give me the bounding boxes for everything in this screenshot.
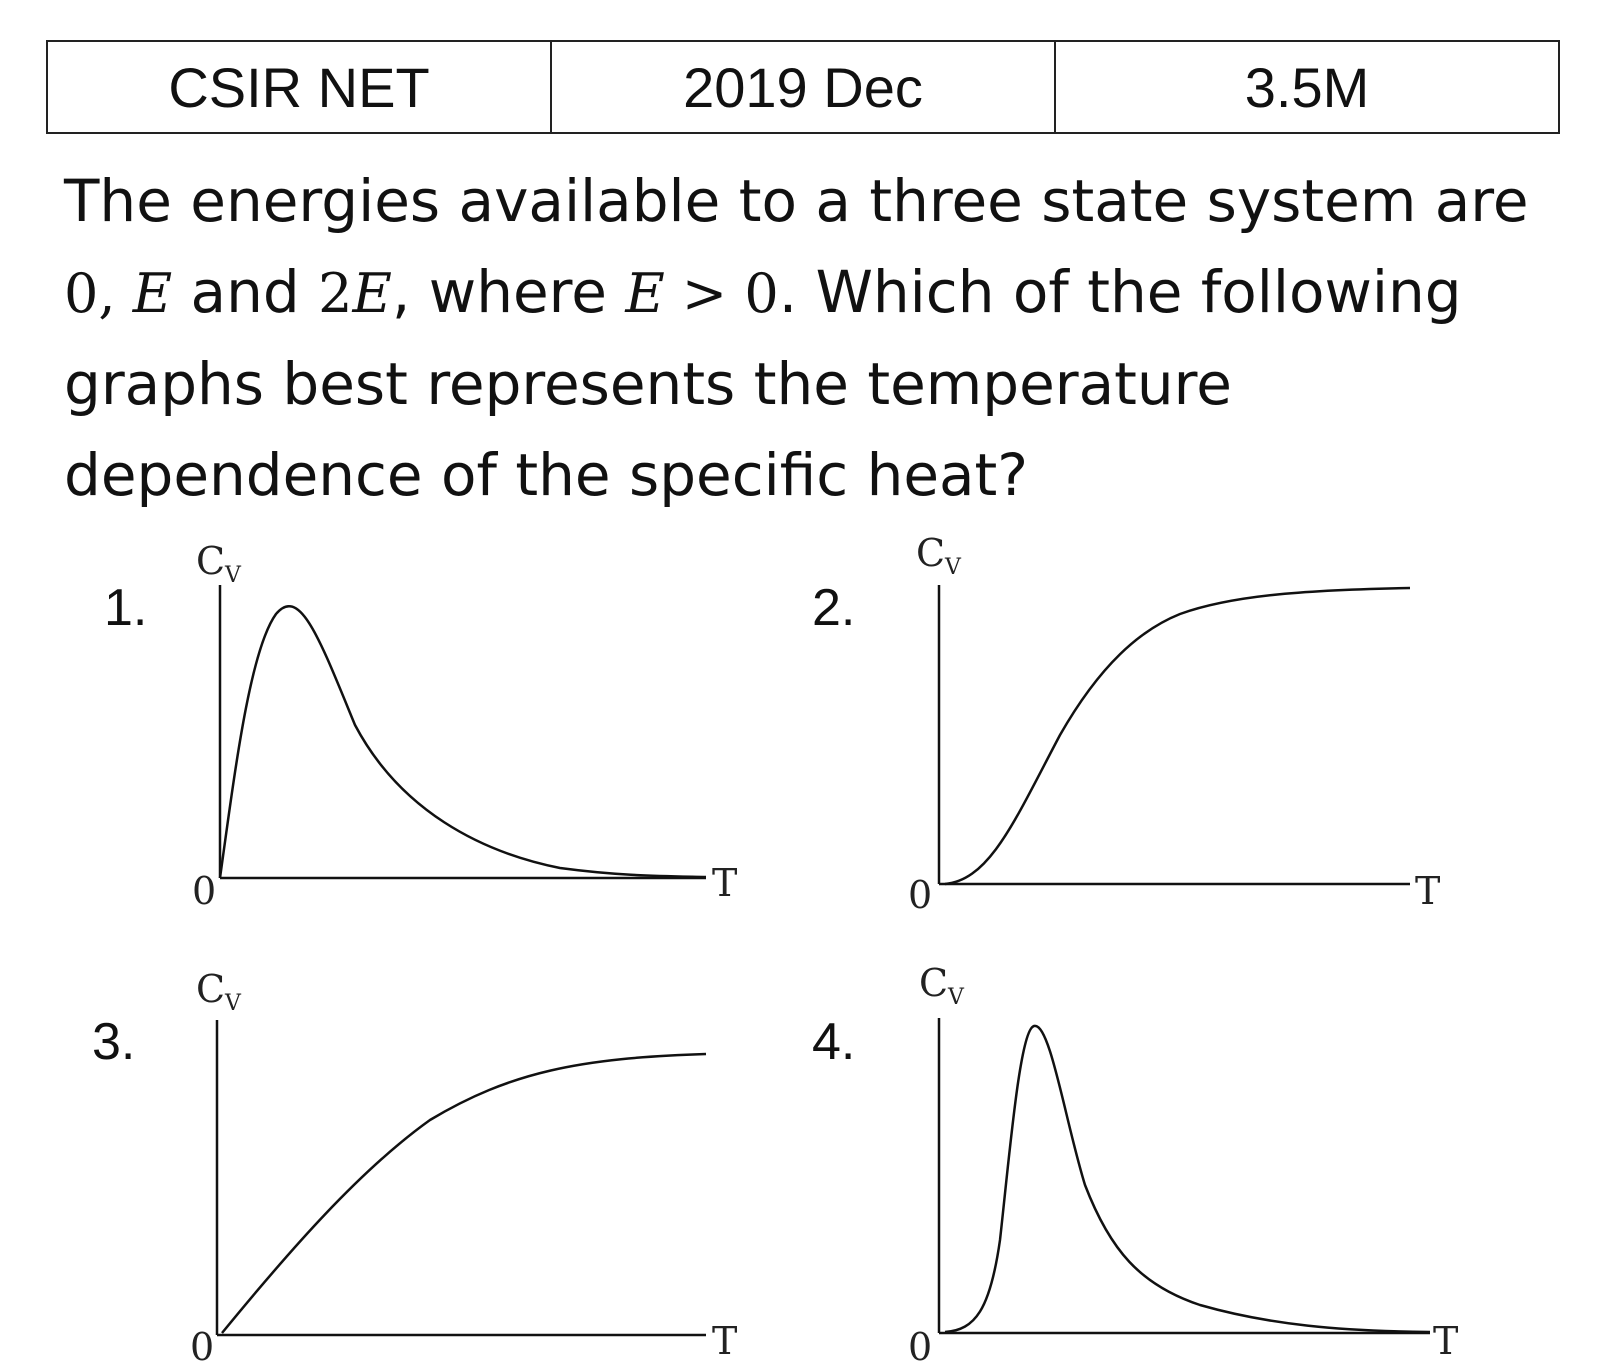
graph-1-y-label: C (196, 539, 226, 583)
condition-e: E (625, 262, 665, 325)
graph-3-x-label: T (712, 1319, 738, 1363)
condition-gt-zero: > 0 (664, 262, 779, 325)
exam-name-cell: CSIR NET (47, 41, 551, 133)
question-line-1: The energies available to a three state system are (64, 167, 1529, 235)
where-text: , where (391, 258, 626, 326)
exam-session-cell: 2019 Dec (551, 41, 1055, 133)
graph-2 (939, 585, 1410, 884)
graph-1-x-label: T (712, 861, 738, 905)
graph-3-origin: 0 (190, 1325, 215, 1369)
graph-3-y-sub: V (225, 991, 241, 1016)
graph-1-curve (220, 606, 706, 878)
question-line-3: graphs best represents the temperature (64, 350, 1232, 418)
graph-2-x-label: T (1415, 869, 1441, 913)
option-4-label: 4. (812, 1013, 856, 1071)
energy-zero: 0, (64, 262, 133, 325)
graph-4 (939, 1018, 1430, 1333)
graph-3-curve (222, 1054, 706, 1333)
option-2-label: 2. (812, 579, 856, 637)
option-3-label: 3. (92, 1013, 136, 1071)
option-1-label: 1. (104, 579, 148, 637)
graph-3 (217, 1020, 706, 1335)
graph-3-y-label: C (196, 967, 226, 1011)
graph-4-origin: 0 (908, 1325, 933, 1369)
graph-2-curve (945, 588, 1410, 884)
graph-4-curve (945, 1026, 1430, 1332)
graph-2-origin: 0 (908, 873, 933, 917)
graph-4-x-label: T (1433, 1319, 1459, 1363)
which-text: . Which of the following (778, 258, 1462, 326)
and-text: and (172, 258, 319, 326)
graph-1-y-sub: V (225, 563, 241, 588)
energy-2e-symbol: E (352, 262, 392, 325)
graph-1-origin: 0 (192, 869, 217, 913)
graph-1 (220, 585, 706, 878)
graph-4-y-sub: V (948, 985, 964, 1010)
graph-4-y-label: C (919, 961, 949, 1005)
question-line-4: dependence of the specific heat? (64, 441, 1029, 509)
graph-2-y-label: C (916, 531, 946, 575)
energy-e: E (132, 262, 173, 325)
marks-cell: 3.5M (1055, 41, 1559, 133)
graph-2-y-sub: V (945, 555, 961, 580)
energy-two: 2 (318, 262, 353, 325)
